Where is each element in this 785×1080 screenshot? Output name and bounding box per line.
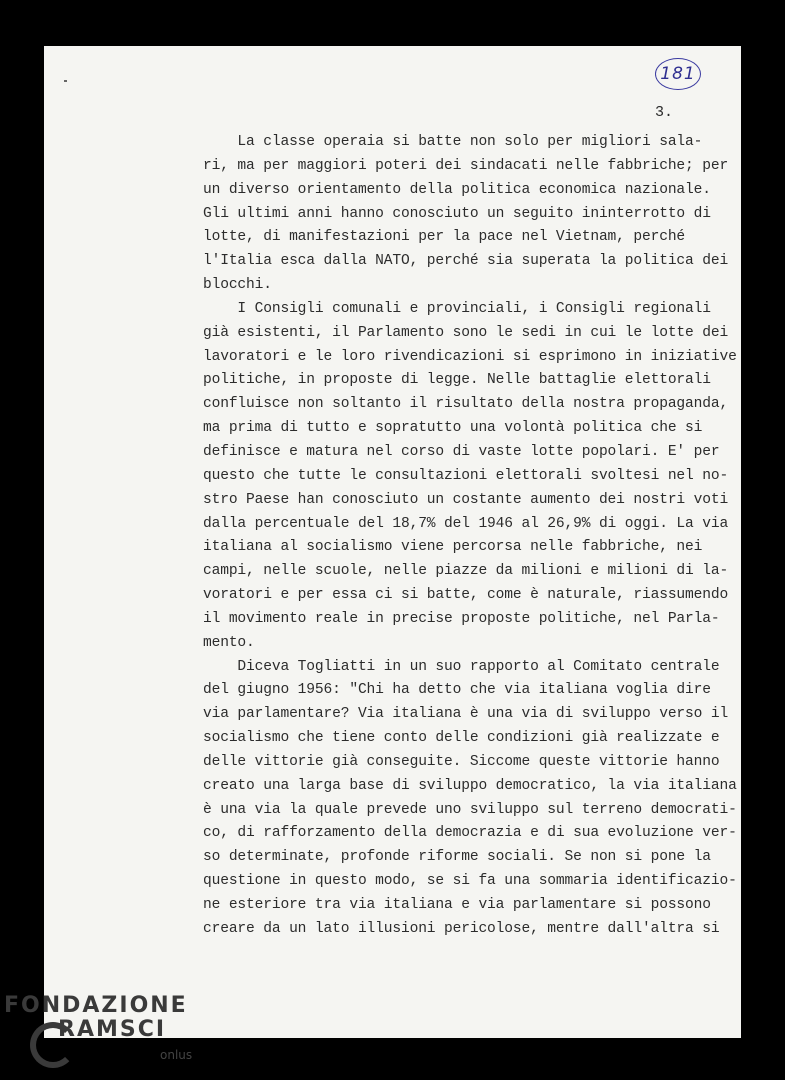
text-line: ne esteriore tra via italiana e via parlamentare si possono	[203, 897, 711, 913]
text-line: questione in questo modo, se si fa una sommaria identificazio-	[203, 873, 737, 890]
watermark-line-1: FONDAZIONE	[4, 993, 188, 1018]
g-logo-icon	[30, 1022, 76, 1068]
typewritten-text	[203, 131, 737, 942]
text-line: Gli ultimi anni hanno conosciuto un seguito ininterrotto di	[203, 205, 711, 222]
watermark-subtitle: onlus	[160, 1048, 193, 1062]
text-line: campi, nelle scuole, nelle piazze da milioni e milioni di la-	[203, 563, 729, 580]
text-line: dalla percentuale del 18,7% del 1946 al 26,9% di oggi. La via	[203, 515, 729, 532]
text-line: politiche, in proposte di legge. Nelle battaglie elettorali	[203, 372, 711, 389]
text-line: mento.	[203, 634, 255, 651]
text-line: delle vittorie già conseguite. Siccome queste vittorie hanno	[203, 753, 720, 770]
text-line: voratori e per essa ci si batte, come è naturale, riassumendo	[203, 587, 729, 604]
page-number: 3.	[655, 104, 674, 121]
text-line: Diceva Togliatti in un suo rapporto al Comitato centrale	[203, 658, 720, 675]
text-line: via parlamentare? Via italiana è una via di sviluppo verso il	[203, 706, 729, 723]
text-line: La classe operaia si batte non solo per migliori sala-	[203, 134, 703, 150]
text-line: già esistenti, il Parlamento sono le sedi in cui le lotte dei	[203, 324, 729, 341]
text-line: un diverso orientamento della politica economica nazionale.	[203, 181, 711, 198]
watermark-line-2: RAMSCI	[58, 1017, 167, 1042]
text-line: questo che tutte le consultazioni elettorali svoltesi nel no-	[203, 467, 729, 484]
text-line: ma prima di tutto e sopratutto una volontà politica che si	[203, 420, 703, 437]
text-line: del giugno 1956: "Chi ha detto che via italiana voglia dire	[203, 682, 711, 699]
text-line: I Consigli comunali e provinciali, i Consigli regionali	[203, 300, 711, 317]
text-line: il movimento reale in precise proposte politiche, nel Parla-	[203, 610, 720, 627]
text-line: definisce e matura nel corso di vaste lotte popolari. E' per	[203, 443, 720, 460]
text-line: co, di rafforzamento della democrazia e di sua evoluzione ver-	[203, 825, 737, 842]
text-line: socialismo che tiene conto delle condizioni già realizzate e	[203, 730, 720, 747]
text-line: so determinate, profonde riforme sociali. Se non si pone la	[203, 849, 711, 866]
text-line: stro Paese han conosciuto un costante aumento dei nostri voti	[203, 491, 729, 508]
archive-stamp: 181	[655, 58, 701, 90]
text-line: creato una larga base di sviluppo democratico, la via italiana	[203, 777, 737, 794]
ink-speck	[64, 80, 67, 82]
text-line: ri, ma per maggiori poteri dei sindacati nelle fabbriche; per	[203, 157, 729, 174]
text-line: è una via la quale prevede uno sviluppo sul terreno democrati-	[203, 801, 737, 818]
text-line: lavoratori e le loro rivendicazioni si esprimono in iniziative	[203, 348, 737, 365]
text-line: italiana al socialismo viene percorsa nelle fabbriche, nei	[203, 539, 703, 556]
text-line: blocchi.	[203, 277, 272, 294]
text-line: lotte, di manifestazioni per la pace nel Vietnam, perché	[203, 229, 686, 246]
text-line: l'Italia esca dalla NATO, perché sia superata la politica dei	[203, 253, 729, 270]
text-line: confluisce non soltanto il risultato della nostra propaganda,	[203, 396, 729, 413]
text-line: creare da un lato illusioni pericolose, mentre dall'altra si	[203, 920, 720, 937]
